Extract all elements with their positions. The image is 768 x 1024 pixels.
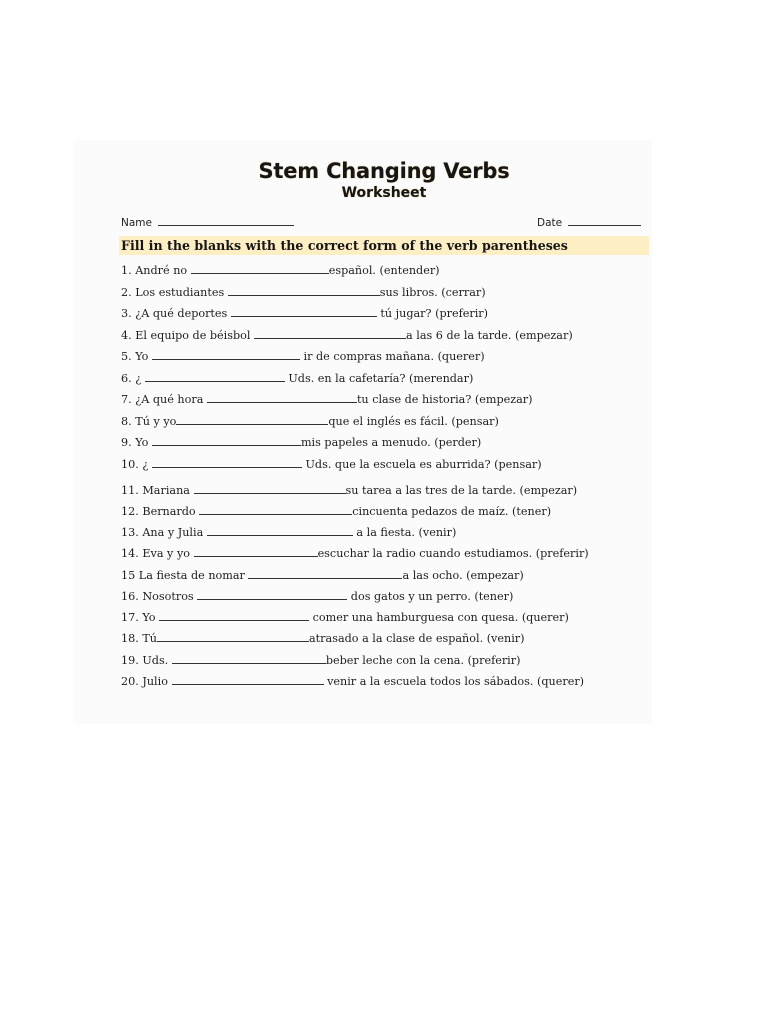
exercise-item: [121, 370, 473, 386]
item-prefix: 17. Yo: [121, 611, 156, 624]
exercise-item: [121, 434, 481, 450]
exercise-item: [121, 348, 485, 364]
answer-blank[interactable]: [145, 370, 285, 382]
answer-blank[interactable]: [207, 391, 357, 403]
exercise-item: [121, 391, 533, 407]
exercise-item: [121, 327, 573, 343]
item-suffix: tú jugar? (preferir): [380, 307, 488, 320]
exercise-item: [121, 305, 488, 321]
answer-blank[interactable]: [194, 482, 346, 494]
answer-blank[interactable]: [172, 652, 326, 664]
item-prefix: 20. Julio: [121, 675, 168, 688]
answer-blank[interactable]: [197, 588, 347, 600]
item-suffix: ir de compras mañana. (querer): [303, 350, 485, 363]
item-suffix: mis papeles a menudo. (perder): [300, 436, 482, 449]
name-blank[interactable]: [158, 215, 294, 226]
item-prefix: 11. Mariana: [121, 484, 190, 497]
answer-blank[interactable]: [152, 348, 300, 360]
exercise-item: [121, 567, 524, 583]
answer-blank[interactable]: [152, 456, 302, 468]
exercise-item: [121, 673, 584, 689]
item-prefix: 9. Yo: [121, 436, 149, 449]
item-prefix: 7. ¿A qué hora: [121, 393, 204, 406]
item-prefix: 14. Eva y yo: [121, 547, 190, 560]
date-field-row: [537, 215, 641, 229]
answer-blank[interactable]: [248, 567, 402, 579]
exercise-item: [121, 262, 440, 278]
exercise-item: [121, 503, 551, 519]
item-prefix: 16. Nosotros: [121, 590, 194, 603]
exercise-item: [121, 413, 499, 429]
item-prefix: 10. ¿: [121, 458, 149, 471]
exercise-item: [121, 284, 486, 300]
item-prefix: 1. André no: [121, 264, 188, 277]
item-suffix: cincuenta pedazos de maíz. (tener): [352, 505, 552, 518]
exercise-item: [121, 456, 542, 472]
item-prefix: 18. Tú: [121, 632, 158, 645]
item-suffix: dos gatos y un perro. (tener): [350, 590, 514, 603]
item-suffix: Uds. que la escuela es aburrida? (pensar): [305, 458, 542, 471]
item-suffix: Uds. en la cafetaría? (merendar): [288, 372, 474, 385]
item-prefix: 15 La fiesta de nomar: [121, 569, 245, 582]
exercise-item: [121, 652, 520, 668]
name-field-row: [121, 215, 294, 229]
item-suffix: a las ocho. (empezar): [402, 569, 524, 582]
exercise-item: [121, 609, 569, 625]
item-prefix: 6. ¿: [121, 372, 142, 385]
item-suffix: a la fiesta. (venir): [356, 526, 457, 539]
answer-blank[interactable]: [191, 262, 329, 274]
item-prefix: 3. ¿A qué deportes: [121, 307, 228, 320]
item-suffix: su tarea a las tres de la tarde. (empezar): [345, 484, 578, 497]
item-suffix: beber leche con la cena. (preferir): [325, 654, 521, 667]
answer-blank[interactable]: [194, 545, 318, 557]
item-prefix: 12. Bernardo: [121, 505, 196, 518]
answer-blank[interactable]: [231, 305, 377, 317]
item-suffix: escuchar la radio cuando estudiamos. (preferir): [317, 547, 589, 560]
exercise-item: [121, 482, 577, 498]
item-prefix: 4. El equipo de béisbol: [121, 329, 251, 342]
item-prefix: 8. Tú y yo: [121, 415, 177, 428]
item-prefix: 5. Yo: [121, 350, 149, 363]
answer-blank[interactable]: [152, 434, 301, 446]
item-prefix: 13. Ana y Julia: [121, 526, 204, 539]
answer-blank[interactable]: [159, 609, 309, 621]
item-suffix: sus libros. (cerrar): [379, 286, 486, 299]
answer-blank[interactable]: [254, 327, 406, 339]
answer-blank[interactable]: [228, 284, 380, 296]
exercise-item: [121, 524, 456, 540]
item-suffix: español. (entender): [328, 264, 440, 277]
item-suffix: venir a la escuela todos los sábados. (querer): [327, 675, 585, 688]
item-suffix: tu clase de historia? (empezar): [356, 393, 533, 406]
exercise-item: [121, 588, 513, 604]
answer-blank[interactable]: [199, 503, 352, 515]
item-suffix: que el inglés es fácil. (pensar): [328, 415, 499, 428]
answer-blank[interactable]: [207, 524, 353, 536]
exercise-item: [121, 630, 525, 646]
instruction-banner: Fill in the blanks with the correct form of the verb parentheses: [119, 236, 649, 255]
item-suffix: atrasado a la clase de español. (venir): [309, 632, 525, 645]
exercise-item: [121, 545, 589, 561]
worksheet-subtitle: Worksheet: [341, 185, 427, 201]
date-blank[interactable]: [568, 215, 641, 226]
item-suffix: a las 6 de la tarde. (empezar): [406, 329, 573, 342]
answer-blank[interactable]: [176, 413, 328, 425]
answer-blank[interactable]: [172, 673, 324, 685]
date-label: Date: [537, 217, 563, 229]
item-suffix: comer una hamburguesa con quesa. (querer): [312, 611, 569, 624]
answer-blank[interactable]: [157, 630, 309, 642]
item-prefix: 19. Uds.: [121, 654, 169, 667]
item-prefix: 2. Los estudiantes: [121, 286, 225, 299]
worksheet-title: Stem Changing Verbs: [258, 159, 510, 183]
name-label: Name: [121, 217, 152, 229]
